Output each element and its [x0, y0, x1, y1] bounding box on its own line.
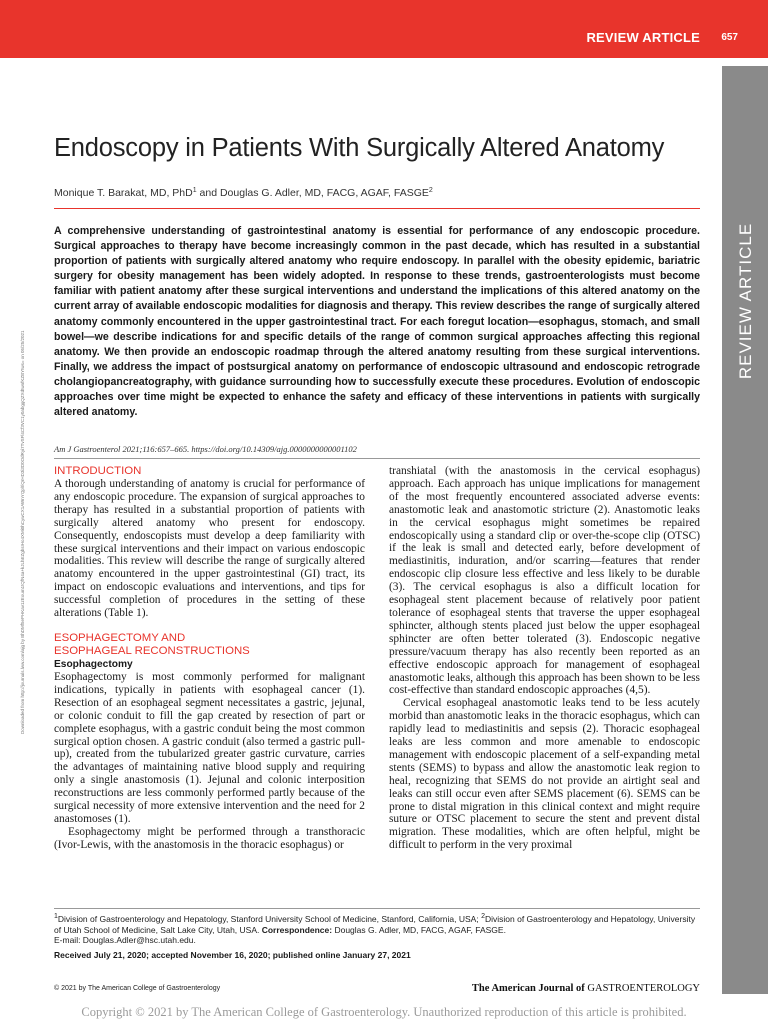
- side-tab-label: REVIEW ARTICLE: [736, 222, 755, 380]
- download-margin-note: Downloaded from http://journals.lww.com/ajg by BhDMf5ePHKav1zEoum1tQfN4a+kJLhEZgbsIHo4XMi0hCywCX1AWnYQp/IlQrHD3i3D0OdRyi7TvSFl4Cf3VC1y0abggQZXdtwnfKZBYtws= on 05/25/2021: [20, 330, 25, 734]
- introduction-heading: INTRODUCTION: [54, 465, 142, 477]
- esophagectomy-paragraph-2: Esophagectomy might be performed through a transthoracic (Ivor-Lewis, with the anastomosis in the thoracic esophagus) or: [54, 825, 365, 851]
- abstract: A comprehensive understanding of gastrointestinal anatomy is essential for performance of any endoscopic procedure. Surgical approaches to therapy have become increasingly common in the past decade, which has resulted in a substantial proportion of patients with surgically altered anatomy who require endoscopy. In parallel with the obesity epidemic, bariatric surgery for obesity management has been widely adopted. In response to these trends, gastroenterologists must become familiar with patient anatomy after these surgical interventions and understand the implications of this altered anatomy on the current array of available endoscopic modalities for diagnosis and therapy. This review describes the range of surgically altered anatomy commonly encountered in the upper gastrointestinal tract. For each foregut location—esophagus, stomach, and small bowel—we describe indications for and specific details of the range of common surgical approaches affecting this regional anatomy. We then provide an endoscopic roadmap through the altered anatomy resulting from these surgical interventions. Finally, we address the impact of postsurgical anatomy on performance of endoscopic ultrasound and endoscopic retrograde cholangiopancreatography, with guidance surrounding how to successfully execute these procedures. Evolution of endoscopic approaches over time might be expected to enhance the safety and efficacy of these interventions in patients with surgically altered anatomy.: [54, 225, 700, 419]
- esophagectomy-heading-line-2: ESOPHAGEAL RECONSTRUCTIONS: [54, 644, 250, 657]
- introduction-paragraph: A thorough understanding of anatomy is crucial for performance of any endoscopic procedure. The expansion of surgical approaches to therapy has resulted in a substantial proportion of patients with surgically altered anatomy who present for endoscopy. Consequently, endoscopists must develop a deep familiarity with these surgical interventions and their impact on various endoscopic modalities. This review will describe the range of surgically altered anatomy encountered in the upper gastrointestinal (GI) tract, its impact on endoscopic evaluations and interventions, and tips for successful completion of procedures in the setting of these alterations (Table 1).: [54, 478, 365, 620]
- esophagectomy-subheading: Esophagectomy: [54, 658, 133, 670]
- affiliation-2: Division of Gastroenterology and Hepatology, University of Utah School of Medicine, Salt Lake City, Utah, USA.: [54, 914, 696, 935]
- author-2-affiliation-mark: 2: [428, 187, 433, 194]
- body-column-left: [54, 465, 365, 852]
- author-2: and Douglas G. Adler, MD, FACG, AGAF, FASGE: [196, 187, 429, 199]
- top-banner: [0, 0, 768, 58]
- affiliations-footnote: [54, 914, 700, 946]
- abstract-divider: [54, 458, 700, 459]
- received-dates: Received July 21, 2020; accepted November 16, 2020; published online January 27, 2021: [54, 950, 411, 960]
- side-tab-label-wrap: [726, 222, 766, 380]
- section-kicker: REVIEW ARTICLE: [586, 30, 700, 45]
- esophagectomy-heading-line-1: ESOPHAGECTOMY AND: [54, 631, 186, 644]
- journal-name: [472, 983, 700, 994]
- journal-name-prefix: The American Journal of: [471, 983, 585, 994]
- side-tab: [722, 66, 768, 994]
- affiliation-1: Division of Gastroenterology and Hepatology, Stanford University School of Medicine, Stanford, California, USA;: [57, 914, 482, 924]
- author-line: [54, 187, 714, 199]
- right-paragraph-1: transhiatal (with the anastomosis in the cervical esophagus) approach. Each approach has unique implications for management of the most frequently encountered associated adverse events: anastomotic leak and anastomotic stricture (2). Anastomotic leaks in the cervical esophagus might sometimes be repaired endoscopically using a standard clip or over-the-scope clip (OTSC) if the leak is small and detected early, before development of mediastinitis, induration, and/or scarring—features that render endoscopic clip closure less effective and less likely to be durable (3). The cervical esophagus is also a difficult location for esophageal stent placement because of relatively poor patient tolerance of esophageal stents that traverse the upper esophageal sphincter, although stents placed just below the upper esophageal sphincter are often better tolerated (3). Endoscopic negative pressure/vacuum therapy has also recently been reported as an effective endoscopic approach for management of esophageal anastomotic leaks, although this approach has been shown to be less cost-effective than standard endoscopic approaches (4,5).: [389, 465, 700, 697]
- copyright-footer: © 2021 by The American College of Gastroenterology: [54, 985, 221, 992]
- author-1-affiliation-mark: 1: [192, 187, 197, 194]
- citation-line: Am J Gastroenterol 2021;116:657–665. https://doi.org/10.14309/ajg.0000000000001102: [54, 444, 357, 454]
- title-divider: [54, 208, 700, 209]
- download-margin-note-wrap: [20, 264, 30, 734]
- page-number: 657: [721, 32, 738, 43]
- correspondence-email: E-mail: Douglas.Adler@hsc.utah.edu.: [54, 935, 196, 946]
- right-paragraph-2: Cervical esophageal anastomotic leaks tend to be less acutely morbid than anastomotic leaks in the thoracic esophagus, which can rapidly lead to mediastinitis and sepsis (2). Thoracic esophageal leaks are less common and more amenable to endoscopic management with endoscopic placement of a self-expanding metal stents (SEMS) to bypass and allow the anastomotic leak region to heal, recognizing that SEMS do not provide an airtight seal and leaks can still occur even after SEMS placement (6). SEMS can be prone to distal migration in this clinical context and might require suture or OTSC placement to secure the stent and prevent distal migration. These modalities, which are often helpful, might be difficult to perform in the very proximal: [389, 697, 700, 852]
- article-title: Endoscopy in Patients With Surgically Altered Anatomy: [54, 134, 665, 162]
- footnote-divider: [54, 908, 700, 909]
- correspondence: Douglas G. Adler, MD, FACG, AGAF, FASGE.: [332, 924, 506, 935]
- affiliation-1-mark: 1: [54, 913, 58, 920]
- esophagectomy-paragraph-1: Esophagectomy is most commonly performed for malignant indications, typically in patients with esophageal cancer (1). Resection of an esophageal segment necessitates a gastric, jejunal, or colonic conduit to fill the gap created by resection of part or complete esophagus, with a gastric conduit being the most common surgical option chosen. A gastric conduit (also termed a gastric pull-up), created from the tubularized greater gastric curvature, carries the advantages of maintaining native blood supply and requiring only a single anastomosis (1). Jejunal and colonic interposition reconstructions are less commonly performed partly because of the surgical necessity of more extensive intervention and the need for 2 anastomoses (1).: [54, 670, 365, 825]
- copyright-notice: Copyright © 2021 by The American College of Gastroenterology. Unauthorized reproduction of this article is prohibited.: [81, 1005, 687, 1019]
- affiliation-2-mark: 2: [481, 913, 485, 920]
- journal-name-suffix: GASTROENTEROLOGY: [587, 983, 700, 994]
- body-column-right: [389, 465, 700, 852]
- author-1: Monique T. Barakat, MD, PhD: [54, 187, 193, 199]
- correspondence-label: Correspondence:: [261, 924, 333, 935]
